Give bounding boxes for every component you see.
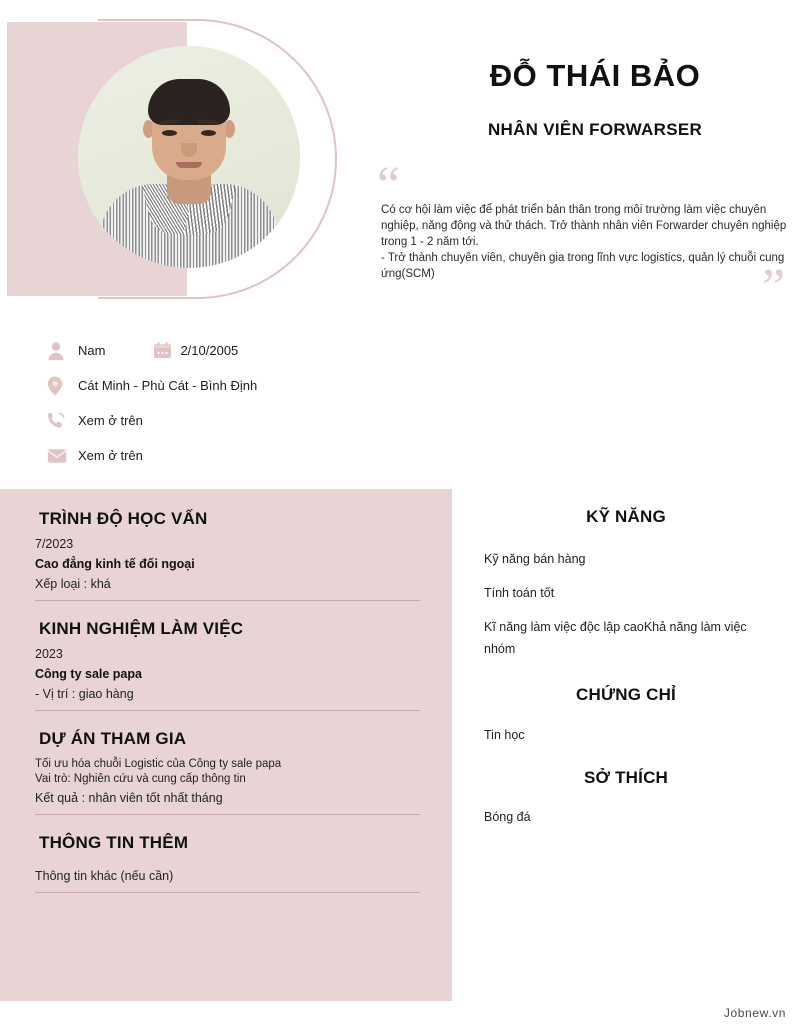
experience-date: 2023 <box>35 647 63 661</box>
list-item: Tính toán tốt <box>484 586 555 600</box>
footer-watermark: Jobnew.vn <box>723 1006 786 1020</box>
quote-open-icon: “ <box>377 157 401 214</box>
location-pin-icon <box>47 376 73 396</box>
contact-row-phone <box>47 403 467 438</box>
section-additional-info <box>34 815 424 893</box>
section-title-certificates: CHỨNG CHỈ <box>576 685 676 704</box>
experience-entry <box>34 647 424 711</box>
cv-header <box>0 0 800 489</box>
education-date: 7/2023 <box>35 537 74 551</box>
list-item: Tin học <box>484 728 525 742</box>
email-value: Xem ở trên <box>78 448 143 463</box>
profile-photo <box>78 46 300 268</box>
section-experience <box>34 601 424 711</box>
photo-mouth <box>176 162 202 168</box>
education-grade: Xếp loại : khá <box>35 577 111 591</box>
quote-close-icon: ” <box>762 259 786 316</box>
photo-eye-right <box>201 130 216 136</box>
candidate-job-title: NHÂN VIÊN FORWARSER <box>487 120 703 139</box>
person-icon <box>47 341 73 361</box>
project-result: Kết quả : nhân viên tốt nhất tháng <box>35 791 223 805</box>
additional-info-text: Thông tin khác (nếu cần) <box>35 869 174 883</box>
project-role: Vai trò: Nghiên cứu và cung cấp thông tin <box>35 773 246 785</box>
section-title-additional-info: THÔNG TIN THÊM <box>39 833 189 852</box>
project-entry <box>34 758 424 815</box>
experience-position: - Vị trí : giao hàng <box>35 687 134 701</box>
candidate-name: ĐỖ THÁI BẢO <box>489 58 701 93</box>
career-objective <box>381 202 791 282</box>
project-name: Tối ưu hóa chuỗi Logistic của Công ty sale papa <box>35 758 282 770</box>
photo-eye-left <box>162 130 177 136</box>
left-column-content <box>34 489 424 893</box>
section-title-skills: KỸ NĂNG <box>586 507 666 526</box>
career-objective-line-2: - Trở thành chuyên viên, chuyên gia trong lĩnh vực logistics, quản lý chuỗi cung ứng(SCM) <box>381 252 785 280</box>
gender-value: Nam <box>78 343 106 358</box>
birthdate-value: 2/10/2005 <box>180 343 239 358</box>
calendar-icon <box>149 341 175 360</box>
section-certificates <box>452 660 800 746</box>
list-item: Kĩ năng làm việc độc lập caoKhả năng làm việc nhóm <box>484 620 747 656</box>
career-objective-line-1: Có cơ hội làm việc để phát triển bản thân trong môi trường làm việc chuyên nghiệp, năng động và thử thách. Trở thành nhân viên Forwarder chuyên nghiệp trong 1 - 2 năm tới. <box>381 204 787 248</box>
experience-company: Công ty sale papa <box>35 667 142 681</box>
photo-hair <box>148 79 230 125</box>
education-entry <box>34 537 424 601</box>
contact-row-address <box>47 368 467 403</box>
section-title-projects: DỰ ÁN THAM GIA <box>39 729 187 748</box>
additional-info-entry <box>34 869 424 893</box>
right-column <box>452 489 800 1001</box>
education-school: Cao đẳng kinh tế đối ngoại <box>35 557 195 571</box>
contact-row-email <box>47 438 467 473</box>
phone-value: Xem ở trên <box>78 413 143 428</box>
left-column <box>0 489 452 1001</box>
section-education <box>34 489 424 601</box>
address-value: Cát Minh - Phù Cát - Bình Định <box>78 378 258 393</box>
section-skills <box>452 489 800 660</box>
section-divider-additional-info <box>35 892 420 893</box>
section-projects <box>34 711 424 815</box>
certificates-list <box>452 724 800 746</box>
phone-icon <box>47 411 73 430</box>
skills-list <box>452 548 800 660</box>
contact-info <box>47 333 467 473</box>
list-item: Bóng đá <box>484 810 531 824</box>
section-title-hobbies: SỞ THÍCH <box>583 768 669 787</box>
hobbies-list <box>452 806 800 828</box>
section-hobbies <box>452 746 800 828</box>
contact-row-gender-birthdate <box>47 333 467 368</box>
section-title-experience: KINH NGHIỆM LÀM VIỆC <box>39 619 244 638</box>
envelope-icon <box>47 448 73 464</box>
list-item: Kỹ năng bán hàng <box>484 552 586 566</box>
section-title-education: TRÌNH ĐỘ HỌC VẤN <box>39 509 208 528</box>
